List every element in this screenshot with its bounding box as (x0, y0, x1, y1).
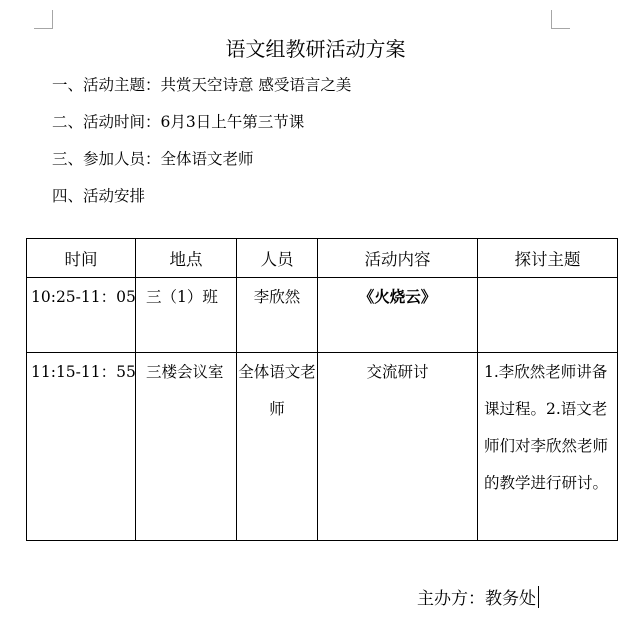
table-row (27, 353, 618, 541)
section-arrangement: 四、活动安排 (52, 187, 146, 205)
cell-time: 10:25-11：05 (27, 278, 136, 353)
header-content: 活动内容 (318, 239, 478, 278)
page-corner-mark-top-right (551, 10, 570, 29)
cell-people: 全体语文老师 (237, 353, 318, 541)
section-time: 二、活动时间：6月3日上午第三节课 (52, 113, 305, 131)
table-header-row (27, 239, 618, 278)
cell-place: 三（1）班 (136, 278, 237, 353)
cell-content: 《火烧云》 (318, 278, 478, 353)
schedule-table (26, 238, 618, 541)
document-title: 语文组教研活动方案 (225, 37, 406, 61)
header-people: 人员 (237, 239, 318, 278)
section-theme: 一、活动主题：共赏天空诗意 感受语言之美 (52, 76, 352, 94)
cell-people: 李欣然 (237, 278, 318, 353)
header-place: 地点 (136, 239, 237, 278)
cell-topic: 1.李欣然老师讲备课过程。2.语文老师们对李欣然老师的教学进行研讨。 (478, 353, 618, 541)
cell-topic (478, 278, 618, 353)
header-time: 时间 (27, 239, 136, 278)
cell-time: 11:15-11：55 (27, 353, 136, 541)
text-cursor (538, 586, 539, 608)
header-topic: 探讨主题 (478, 239, 618, 278)
cell-content: 交流研讨 (318, 353, 478, 541)
section-participants: 三、参加人员：全体语文老师 (52, 150, 254, 168)
page-corner-mark-top-left (34, 10, 53, 29)
organizer-text: 主办方：教务处 (417, 589, 536, 609)
organizer-line (417, 586, 539, 611)
cell-place: 三楼会议室 (136, 353, 237, 541)
table-row (27, 278, 618, 353)
